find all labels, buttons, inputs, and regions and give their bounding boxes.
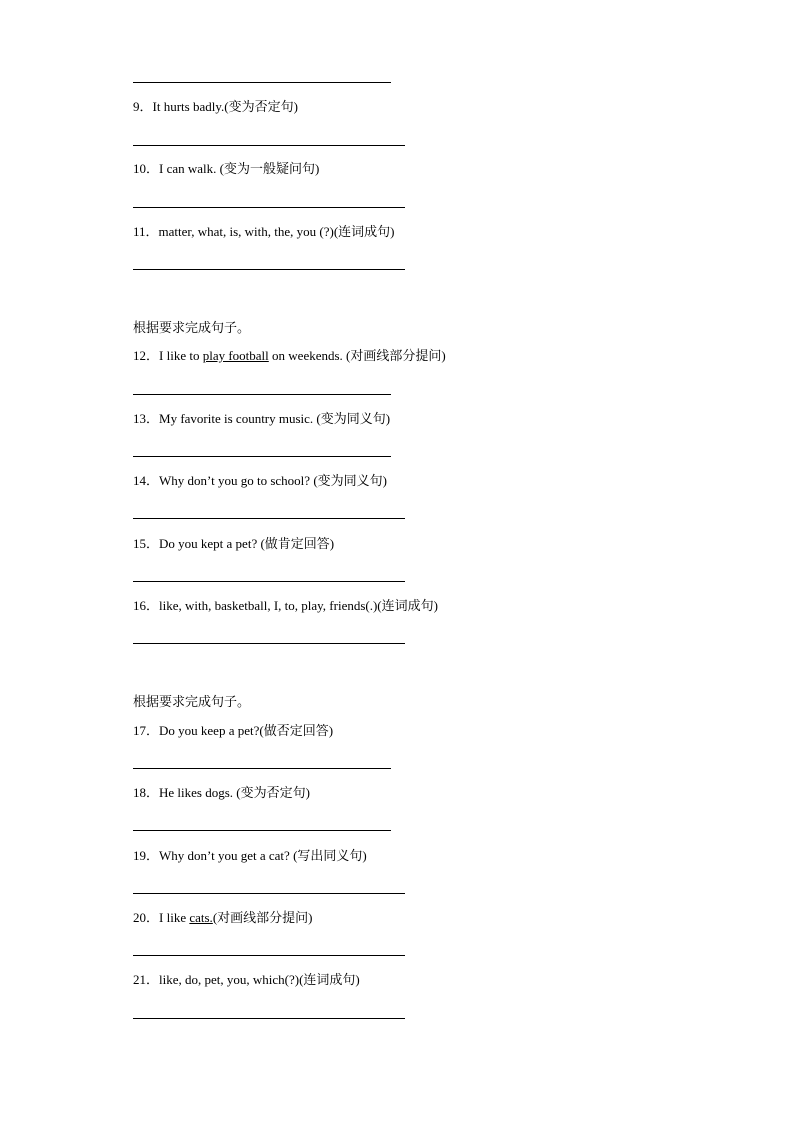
question-19 xyxy=(133,848,367,864)
question-number: 17． xyxy=(133,723,160,738)
question-9 xyxy=(133,99,298,115)
answer-line[interactable] xyxy=(133,518,405,519)
question-18 xyxy=(133,785,310,801)
answer-line[interactable] xyxy=(133,82,391,83)
question-number: 14． xyxy=(133,473,160,488)
question-text: like, with, basketball, I, to, play, friends(.)(连词成句) xyxy=(159,598,438,613)
question-text: He likes dogs. (变为否定句) xyxy=(159,785,310,800)
question-10 xyxy=(133,161,319,177)
question-number: 12． xyxy=(133,348,160,363)
question-number: 9． xyxy=(133,99,153,114)
question-number: 11． xyxy=(133,224,159,239)
answer-line[interactable] xyxy=(133,207,405,208)
question-text: I can walk. (变为一般疑问句) xyxy=(159,161,320,176)
question-text-post: on weekends. (对画线部分提问) xyxy=(268,348,446,363)
question-text: like, do, pet, you, which(?)(连词成句) xyxy=(159,972,360,987)
question-number: 16． xyxy=(133,598,160,613)
answer-line[interactable] xyxy=(133,581,405,582)
question-number: 10． xyxy=(133,161,160,176)
section-heading: 根据要求完成句子。 xyxy=(133,320,251,335)
answer-line[interactable] xyxy=(133,768,391,769)
question-15 xyxy=(133,536,334,552)
question-number: 18． xyxy=(133,785,160,800)
answer-line[interactable] xyxy=(133,145,405,146)
question-number: 20． xyxy=(133,910,160,925)
question-16 xyxy=(133,598,438,614)
section-heading: 根据要求完成句子。 xyxy=(133,694,251,709)
question-21 xyxy=(133,972,360,988)
question-17 xyxy=(133,723,333,739)
answer-line[interactable] xyxy=(133,830,391,831)
question-12 xyxy=(133,348,446,364)
answer-line[interactable] xyxy=(133,955,405,956)
question-text: Why don’t you get a cat? (写出同义句) xyxy=(159,848,367,863)
question-text: Do you kept a pet? (做肯定回答) xyxy=(159,536,335,551)
answer-line[interactable] xyxy=(133,456,391,457)
question-text-pre: I like to xyxy=(159,348,203,363)
underlined-phrase: play football xyxy=(202,348,269,363)
answer-line[interactable] xyxy=(133,643,405,644)
question-14 xyxy=(133,473,387,489)
question-13 xyxy=(133,411,390,427)
question-text: Do you keep a pet?(做否定回答) xyxy=(159,723,334,738)
question-text: Why don’t you go to school? (变为同义句) xyxy=(159,473,387,488)
question-11 xyxy=(133,224,395,240)
question-text: matter, what, is, with, the, you (?)(连词成句) xyxy=(158,224,395,239)
question-text-post: (对画线部分提问) xyxy=(212,910,313,925)
question-number: 13． xyxy=(133,411,160,426)
answer-line[interactable] xyxy=(133,893,405,894)
question-20 xyxy=(133,910,312,926)
question-number: 19． xyxy=(133,848,160,863)
question-text-pre: I like xyxy=(159,910,190,925)
question-text: My favorite is country music. (变为同义句) xyxy=(159,411,391,426)
underlined-phrase: cats. xyxy=(189,910,213,925)
question-number: 21． xyxy=(133,972,160,987)
answer-line[interactable] xyxy=(133,1018,405,1019)
answer-line[interactable] xyxy=(133,269,405,270)
question-number: 15． xyxy=(133,536,160,551)
answer-line[interactable] xyxy=(133,394,391,395)
question-text: It hurts badly.(变为否定句) xyxy=(152,99,298,114)
